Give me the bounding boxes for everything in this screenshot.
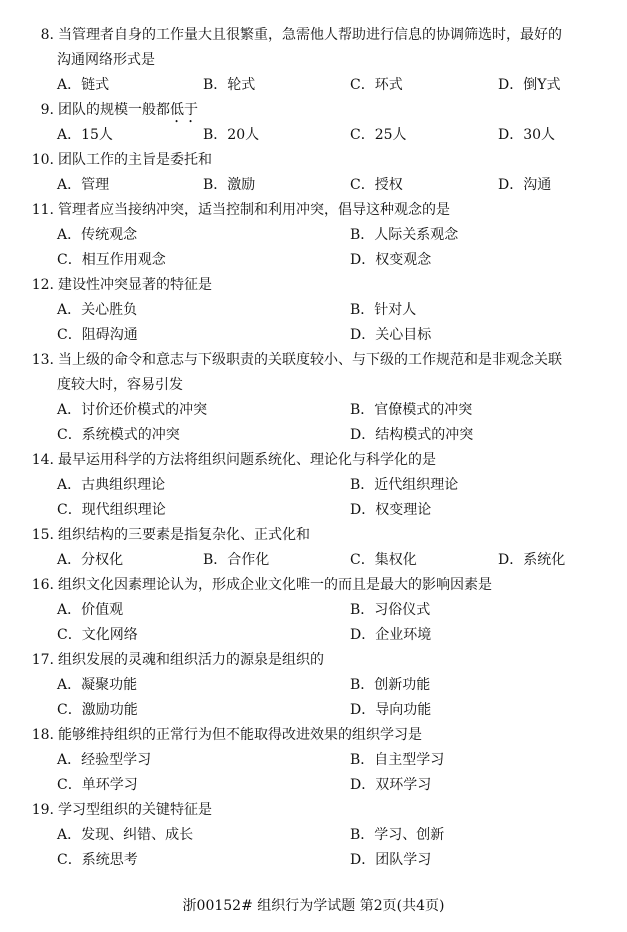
- option-b: B．近代组织理论: [350, 477, 459, 493]
- option-c: C．授权: [350, 177, 403, 193]
- option-a: A．关心胜负: [57, 302, 138, 318]
- question-stem-continued: 沟通网络形式是: [57, 52, 155, 68]
- option-d: D．权变理论: [350, 502, 432, 518]
- option-c: C．相互作用观念: [57, 252, 166, 268]
- option-c: C．单环学习: [57, 777, 138, 793]
- question-stem: 14. 最早运用科学的方法将组织问题系统化、理论化与科学化的是: [31, 452, 436, 468]
- option-d: D．关心目标: [350, 327, 432, 343]
- option-a: A．讨价还价模式的冲突: [57, 402, 208, 418]
- option-a: A．分权化: [57, 552, 124, 568]
- option-c: C．环式: [350, 77, 403, 93]
- option-c: C．文化网络: [57, 627, 138, 643]
- question-stem: 12. 建设性冲突显著的特征是: [31, 277, 212, 293]
- option-a: A．经验型学习: [57, 752, 152, 768]
- option-b: B．习俗仪式: [350, 602, 431, 618]
- option-b: B．针对人: [350, 302, 417, 318]
- option-c: C．阻碍沟通: [57, 327, 138, 343]
- option-d: D．双环学习: [350, 777, 432, 793]
- option-d: D．导向功能: [350, 702, 432, 718]
- question-stem: 16. 组织文化因素理论认为，形成企业文化唯一的而且是最大的影响因素是: [31, 577, 492, 593]
- option-d: D．团队学习: [350, 852, 432, 868]
- question-stem-continued: 度较大时，容易引发: [57, 377, 183, 393]
- option-d: D．系统化: [498, 552, 566, 568]
- option-c: C．系统模式的冲突: [57, 427, 180, 443]
- option-c: C．激励功能: [57, 702, 138, 718]
- option-a: A．价值观: [57, 602, 124, 618]
- option-a: A．凝聚功能: [57, 677, 138, 693]
- option-d: D．30人: [498, 127, 556, 143]
- option-c: C．系统思考: [57, 852, 138, 868]
- question-stem: 10. 团队工作的主旨是委托和: [31, 152, 212, 168]
- option-a: A．传统观念: [57, 227, 138, 243]
- option-a: A．15人: [57, 127, 113, 143]
- option-b: B．合作化: [203, 552, 270, 568]
- option-a: A．管理: [57, 177, 110, 193]
- option-b: B．20人: [203, 127, 260, 143]
- question-stem: 8. 当管理者自身的工作量大且很繁重，急需他人帮助进行信息的协调筛选时，最好的: [40, 27, 562, 43]
- question-stem: 11. 管理者应当接纳冲突，适当控制和利用冲突，倡导这种观念的是: [31, 202, 450, 218]
- option-d: D．企业环境: [350, 627, 432, 643]
- option-a: A．链式: [57, 77, 110, 93]
- option-d: D．倒Y式: [498, 77, 561, 93]
- option-c: C．现代组织理论: [57, 502, 166, 518]
- question-stem: 13. 当上级的命令和意志与下级职责的关联度较小、与下级的工作规范和是非观念关联: [31, 352, 562, 368]
- option-b: B．轮式: [203, 77, 256, 93]
- option-b: B．学习、创新: [350, 827, 445, 843]
- option-b: B．人际关系观念: [350, 227, 459, 243]
- page-footer: 浙00152# 组织行为学试题 第2页(共4页): [182, 898, 445, 914]
- question-stem: 17. 组织发展的灵魂和组织活力的源泉是组织的: [31, 652, 324, 668]
- option-c: C．25人: [350, 127, 407, 143]
- question-stem: 18. 能够维持组织的正常行为但不能取得改进效果的组织学习是: [31, 727, 422, 743]
- option-b: B．自主型学习: [350, 752, 445, 768]
- question-stem: 9. 团队的规模一般都低于: [40, 102, 198, 118]
- option-d: D．沟通: [498, 177, 552, 193]
- option-b: B．激励: [203, 177, 256, 193]
- question-stem: 15. 组织结构的三要素是指复杂化、正式化和: [31, 527, 310, 543]
- option-b: B．官僚模式的冲突: [350, 402, 473, 418]
- emphasis-dots-text: 低于: [170, 102, 198, 118]
- option-b: B．创新功能: [350, 677, 431, 693]
- option-d: D．结构模式的冲突: [350, 427, 474, 443]
- option-a: A．发现、纠错、成长: [57, 827, 194, 843]
- option-a: A．古典组织理论: [57, 477, 166, 493]
- option-c: C．集权化: [350, 552, 417, 568]
- option-d: D．权变观念: [350, 252, 432, 268]
- question-stem: 19. 学习型组织的关键特征是: [31, 802, 212, 818]
